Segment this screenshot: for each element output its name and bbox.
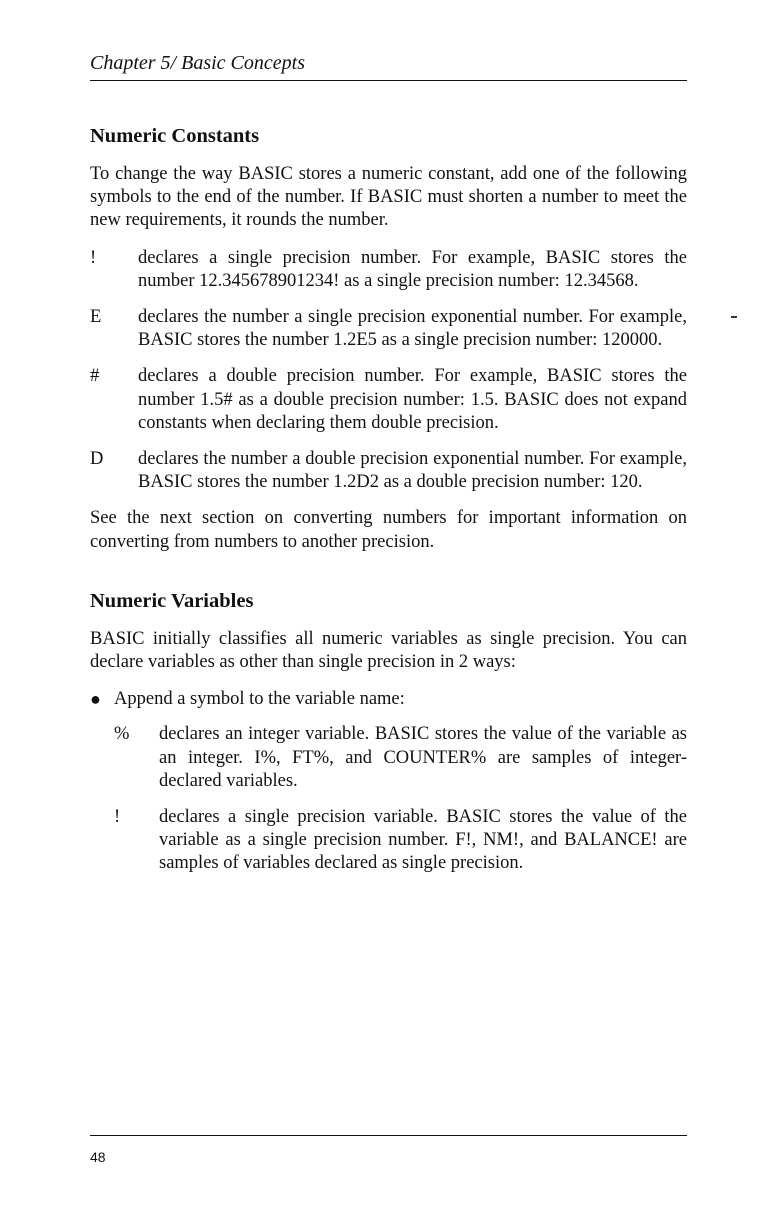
symbol-description: declares an integer variable. BASIC stores the value of the variable as an integer. I%, FT%, and COUNTER% are samples of integer-declared variables. bbox=[159, 724, 687, 791]
symbol-label: E bbox=[90, 307, 102, 328]
symbol-label: % bbox=[114, 724, 130, 745]
list-item bbox=[114, 723, 687, 793]
list-item bbox=[90, 365, 687, 435]
symbol-label: ! bbox=[90, 247, 97, 268]
symbol-label: # bbox=[90, 366, 100, 387]
symbol-label: D bbox=[90, 449, 104, 470]
bullet-dot-icon: ● bbox=[90, 689, 101, 710]
symbol-description: declares the number a double precision exponential number. For example, BASIC stores the number 1.2D2 as a double precision number: 120. bbox=[138, 449, 687, 493]
running-head: Chapter 5/ Basic Concepts bbox=[90, 50, 687, 81]
bullet-item bbox=[90, 688, 687, 711]
constant-symbol-list bbox=[90, 247, 687, 495]
numeric-variables-intro: BASIC initially classifies all numeric variables as single precision. You can declare variables as other than single precision in 2 ways: bbox=[90, 628, 687, 673]
numeric-constants-closing: See the next section on converting numbers for important information on converting from numbers to another precision. bbox=[90, 508, 687, 552]
page-number: 48 bbox=[90, 1149, 106, 1165]
list-item bbox=[90, 448, 687, 494]
list-item bbox=[90, 306, 687, 352]
bullet-text: Append a symbol to the variable name: bbox=[114, 689, 405, 710]
symbol-description: declares a single precision variable. BASIC stores the value of the variable as a single precision number. F!, NM!, and BALANCE! are samples of variables declared as single precision. bbox=[159, 807, 687, 874]
section-heading-numeric-constants: Numeric Constants bbox=[90, 125, 260, 147]
symbol-description: declares the number a single precision exponential number. For example, BASIC stores the number 1.2E5 as a single precision number: 120000. bbox=[138, 307, 687, 351]
symbol-description: declares a double precision number. For example, BASIC stores the number 1.5# as a double precision number: 1.5. BASIC does not expand constants when declaring them double precision. bbox=[138, 366, 687, 433]
list-item bbox=[114, 806, 687, 876]
numeric-constants-intro: To change the way BASIC stores a numeric constant, add one of the following symbols to the end of the number. If BASIC must shorten a number to meet the new requirements, it rounds the number. bbox=[90, 164, 687, 231]
margin-mark bbox=[731, 316, 737, 318]
symbol-label: ! bbox=[114, 807, 121, 828]
symbol-description: declares a single precision number. For example, BASIC stores the number 12.345678901234! as a single precision number: 12.34568. bbox=[138, 247, 687, 291]
section-heading-numeric-variables: Numeric Variables bbox=[90, 589, 254, 612]
footer-rule bbox=[90, 1135, 687, 1136]
list-item bbox=[90, 247, 687, 293]
page-content bbox=[90, 50, 687, 889]
variable-symbol-list bbox=[90, 723, 687, 875]
